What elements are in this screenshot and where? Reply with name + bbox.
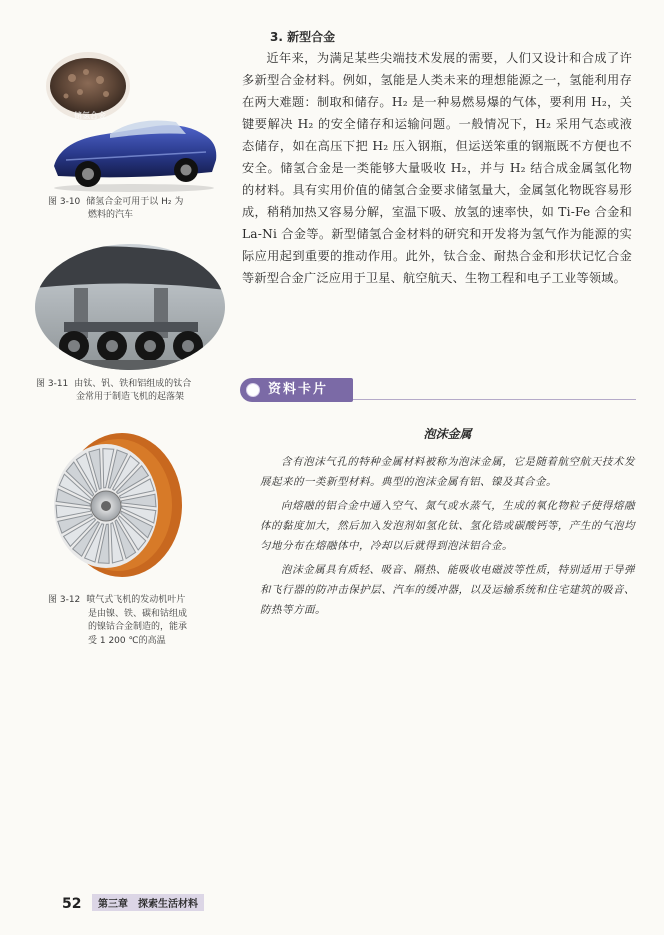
figure-hydrogen-car-image — [36, 48, 221, 196]
caption-line: 由钛、钒、铁和铝组成的钛合 — [74, 379, 192, 389]
caption-line: 储氢合金可用于以 H₂ 为 — [86, 197, 184, 207]
info-card — [260, 425, 635, 624]
caption-line: 受 1 200 ℃的高温 — [88, 635, 166, 646]
info-card-paragraph: 向熔融的铝合金中通入空气、氮气或水蒸气，生成的氧化物粒子使得熔融体的黏度加大，然后加入发泡剂如氢化钛、氢化锆或碳酸钙等，产生的气泡均匀地分布在熔融体中，冷却以后就得到泡沫铝合金。 — [260, 500, 635, 552]
figure-jet-engine-image — [44, 430, 184, 580]
figure-caption-3-10 — [48, 196, 228, 222]
inset-label: 储氢合金 — [74, 111, 106, 120]
body-paragraph: 近年来，为满足某些尖端技术发展的需要，人们又设计和合成了许多新型合金材料。例如，氢能是人类未来的理想能源之一，氢能利用存在两大难题：制取和储存。H₂ 是一种易燃易爆的气体，要利用 H₂，关键要解决 H₂ 的安全储存和运输问题。一般情况下，H₂ 采用气态或液态储存，如在高压下把 H₂ 压入钢瓶，但运送笨重的钢瓶既不方便也不安全。储氢合金是一类能够大量吸收 H₂，并与 H₂ 结合成金属氢化物的材料。具有实用价值的储氢合金要求储氢量大，金属氢化物既容易形成，稍稍加热又容易分解，室温下吸、放氢的速率快，如 Ti-Fe 合金和 La-Ni 合金等。新型储氢合金材料的研究和开发将为氢气作为能源的实际应用起到重要的推动作用。此外，钛合金、耐热合金和形状记忆合金等新型合金广泛应用于卫星、航空航天、生物工程和电子工业等领域。 — [242, 51, 632, 285]
info-card-label: 资料卡片 — [268, 382, 329, 397]
caption-line: 金常用于制造飞机的起落架 — [76, 392, 185, 402]
info-card-header — [240, 378, 353, 402]
figure-number: 图 3-10 — [48, 197, 81, 207]
figure-caption-3-11 — [36, 378, 228, 404]
divider — [353, 399, 636, 400]
info-card-paragraph: 泡沫金属具有质轻、吸音、隔热、能吸收电磁波等性质，特别适用于导弹和飞行器的防冲击保护层、汽车的缓冲器，以及运输系统和住宅建筑的吸音、防热等方面。 — [260, 564, 635, 616]
section-body — [242, 47, 632, 289]
figure-number: 图 3-11 — [36, 379, 69, 389]
figure-caption-3-12 — [48, 594, 228, 648]
bullet-icon — [246, 383, 260, 397]
figure-number: 图 3-12 — [48, 595, 81, 605]
chapter-label: 第三章 探索生活材料 — [92, 894, 204, 911]
page-number: 52 — [62, 896, 82, 912]
main-text-column — [242, 28, 632, 289]
caption-line: 燃料的汽车 — [88, 210, 134, 220]
caption-line: 的镍钴合金制造的，能承 — [88, 622, 188, 632]
info-card-title: 泡沫金属 — [423, 427, 472, 441]
page-footer — [62, 893, 198, 912]
info-card-paragraph: 含有泡沫气孔的特种金属材料被称为泡沫金属，它是随着航空航天技术发展起来的一类新型材料。典型的泡沫金属有铝、镍及其合金。 — [260, 456, 635, 488]
figure-landing-gear-image — [34, 242, 226, 372]
figure-sidebar — [0, 0, 235, 935]
caption-line: 是由镍、铁、碳和钴组成 — [88, 608, 188, 619]
section-title: 3. 新型合金 — [270, 30, 336, 44]
caption-line: 喷气式飞机的发动机叶片 — [86, 595, 186, 605]
